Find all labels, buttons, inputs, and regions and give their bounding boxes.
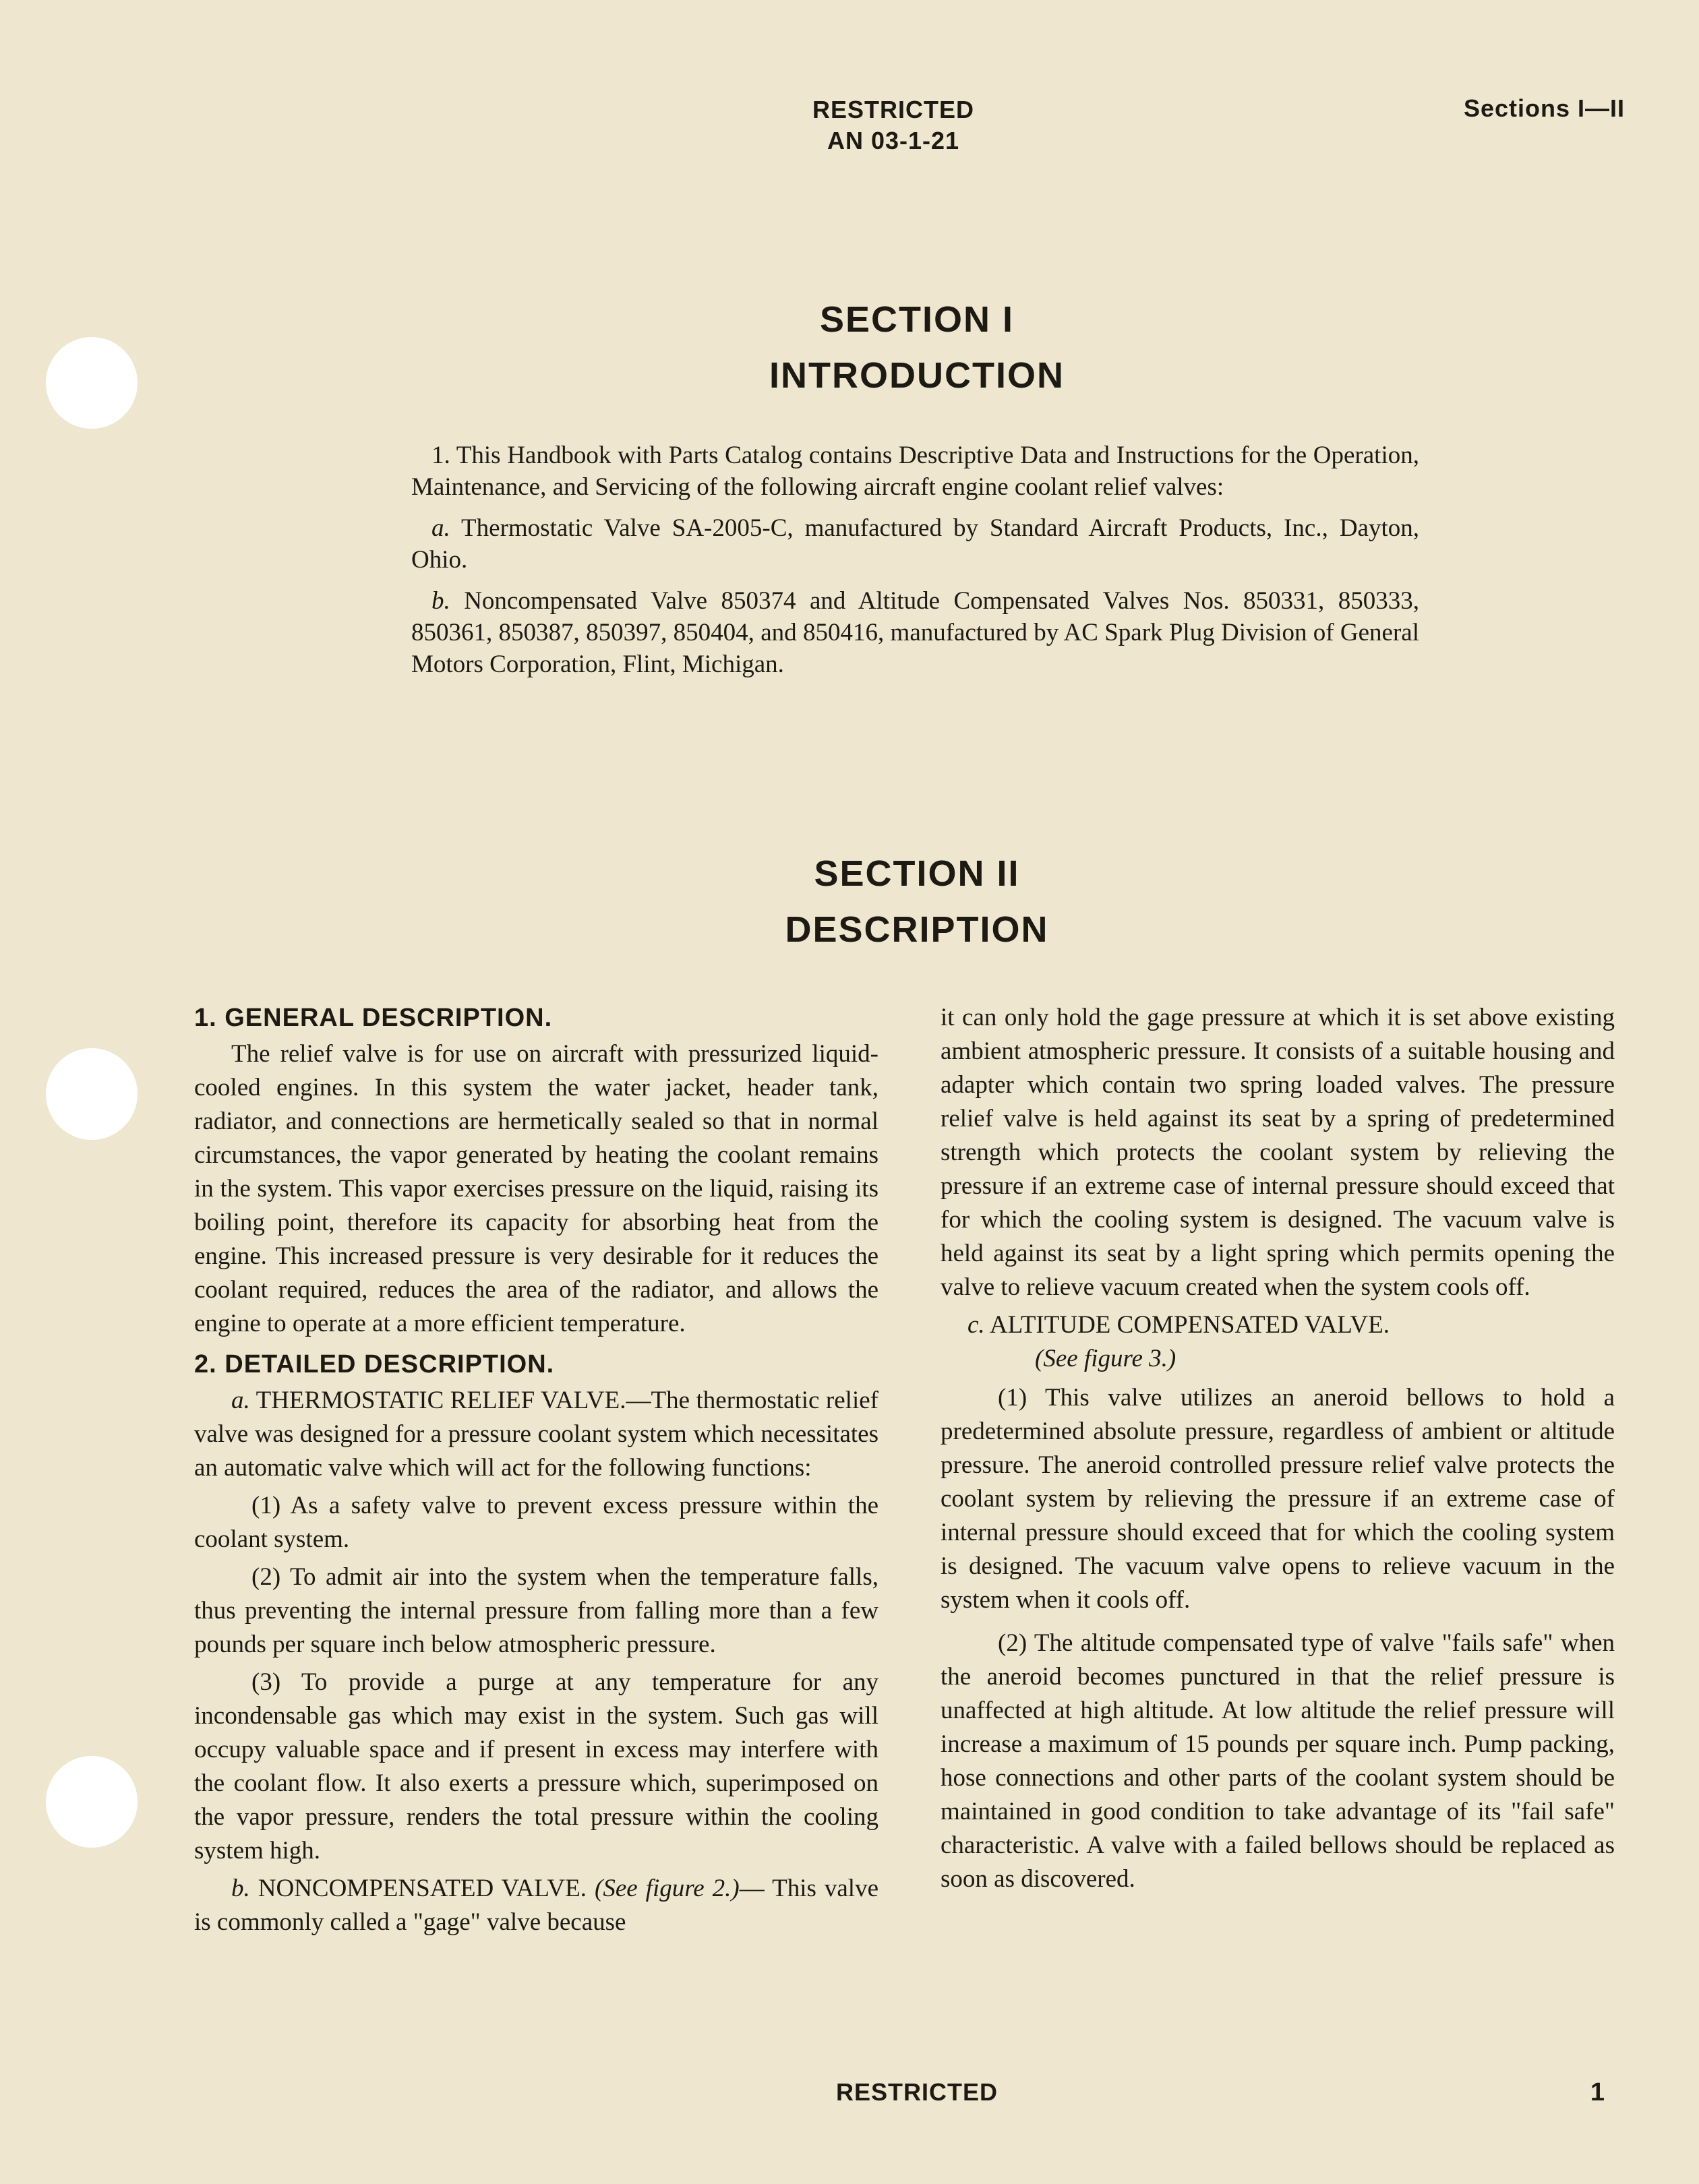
item-b-letter: b. [231,1875,250,1902]
page-number: 1 [1590,2078,1605,2106]
footer-classification: RESTRICTED [835,2078,998,2106]
intro-item-a [411,512,1419,576]
intro-item-b [411,585,1419,680]
noncompensated-valve-paragraph [194,1872,878,1939]
thermostatic-valve-title: THERMOSTATIC RELIEF VALVE. [256,1387,626,1414]
intro-item-a-letter: a. [431,514,450,542]
altitude-valve-figure-ref: (See figure 3.) [1035,1345,1176,1372]
item-a-letter: a. [231,1387,250,1414]
section2-number: SECTION II [814,853,1020,894]
intro-item-a-text: Thermostatic Valve SA-2005-C, manufactured by Standard Aircraft Products, Inc., Dayton, Ohio. [411,514,1419,574]
binder-hole-middle [46,1048,138,1140]
thermostatic-valve-paragraph [194,1384,878,1485]
intro-item-b-letter: b. [431,587,450,615]
intro-paragraph: 1. This Handbook with Parts Catalog contains Descriptive Data and Instructions for the Operation, Maintenance, and Servicing of the following aircraft engine coolant relief valves: [411,442,1419,501]
intro-item-b-text: Noncompensated Valve 850374 and Altitude Compensated Valves Nos. 850331, 850333, 850361, 850387, 850397, 850404, and 850416, manufactured by AC Spark Plug Division of General Motors Corporation, Flint, Michigan. [411,587,1420,678]
function-2: (2) To admit air into the system when the temperature falls, thus preventing the internal pressure from falling more than a few pounds per square inch below atmospheric pressure. [194,1563,878,1658]
function-3: (3) To provide a purge at any temperature for any incondensable gas which may exist in the system. Such gas will occupy valuable space and if present in excess may interfere with the coolant flow. It also exerts a pressure which, superimposed on the vapor pressure, renders the total pressure within the cooling system high. [194,1668,878,1864]
section1-body [411,439,1419,690]
header-classification: RESTRICTED [812,96,974,123]
header-doc-number: AN 03-1-21 [827,127,960,154]
header-sections: Sections I—II [1463,94,1625,122]
noncompensated-valve-title: NONCOMPENSATED VALVE. [258,1875,587,1902]
section2-title: DESCRIPTION [785,909,1049,950]
noncompensated-valve-text-continued: it can only hold the gage pressure at which it is set above existing ambient atmospheric pressure. It consists of a suitable housing and adapter which contain two spring loaded valves. The pressure relief valve is held against its seat by a spring of predetermined strength which protects the coolant system by relieving the pressure if an extreme case of internal pressure should exceed that for which the cooling system is designed. The vacuum valve is held against its seat by a light spring which permits opening the valve to relieve vacuum created when the system cools off. [941,1004,1615,1301]
altitude-valve-para-2: (2) The altitude compensated type of valve "fails safe" when the aneroid becomes punctured in that the relief pressure is unaffected at high altitude. At low altitude the relief pressure will increase a maximum of 15 pounds per square inch. Pump packing, hose connections and other parts of the coolant system should be maintained in good condition to take advantage of its "fail safe" characteristic. A valve with a failed bellows should be replaced as soon as discovered. [941,1629,1615,1893]
section1-title: INTRODUCTION [769,355,1065,396]
noncompensated-valve-figure-ref: (See figure 2.) [595,1875,740,1902]
altitude-valve-heading [967,1308,1615,1342]
section1-number: SECTION I [819,299,1015,340]
general-description-heading: 1. GENERAL DESCRIPTION. [194,1004,553,1032]
thermostatic-valve-text: —The thermostatic relief valve was designed for a pressure coolant system which necessitates an automatic valve which will act for the following functions: [194,1387,878,1482]
function-1: (1) As a safety valve to prevent excess pressure within the coolant system. [194,1492,878,1553]
page-header-center [748,94,1038,156]
item-c-letter: c. [967,1311,985,1339]
right-column [941,1001,1615,1900]
left-column [194,1001,878,1943]
detailed-description-heading: 2. DETAILED DESCRIPTION. [194,1350,555,1378]
general-description-text: The relief valve is for use on aircraft with pressurized liquid-cooled engines. In this system the water jacket, header tank, radiator, and connections are hermetically sealed so that in normal circumstances, the vapor generated by heating the coolant remains in the system. This vapor exercises pressure on the liquid, raising its boiling point, therefore its capacity for absorbing heat from the engine. This increased pressure is very desirable for it reduces the coolant required, reduces the area of the radiator, and allows the engine to operate at a more efficient temperature. [194,1040,878,1337]
altitude-valve-title: ALTITUDE COMPENSATED VALVE. [989,1311,1390,1339]
altitude-valve-para-1: (1) This valve utilizes an aneroid bellows to hold a predetermined absolute pressure, regardless of ambient or altitude pressure. The aneroid controlled pressure relief valve protects the coolant system by relieving the pressure if an extreme case of internal pressure should exceed that for which the cooling system is designed. The vacuum valve opens to relieve vacuum in the system when it cools off. [941,1384,1615,1614]
noncompensated-valve-text-start: — This valve is commonly called a "gage" valve because [194,1875,878,1936]
binder-hole-bottom [46,1756,138,1848]
